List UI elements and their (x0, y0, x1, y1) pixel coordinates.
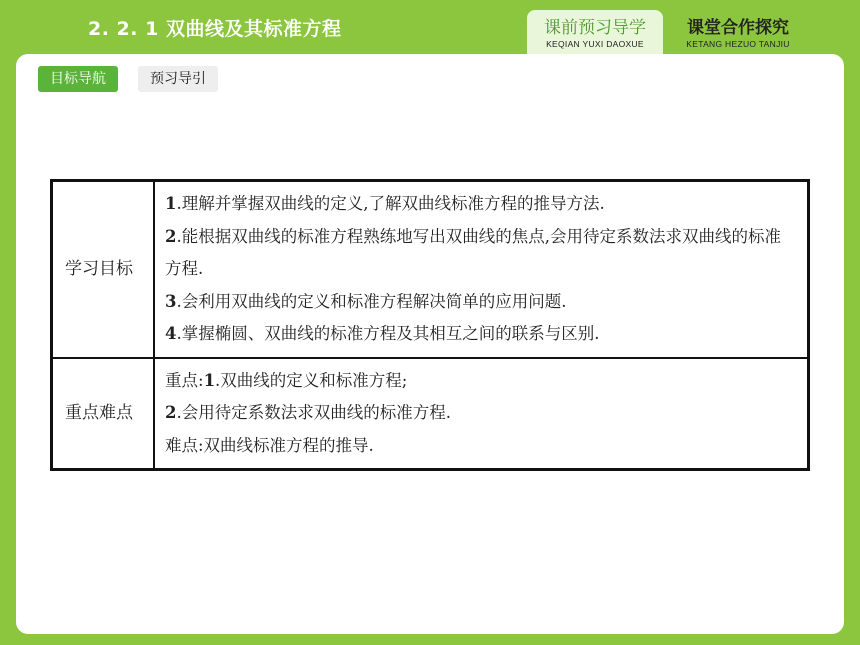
list-item: 3.会利用双曲线的定义和标准方程解决简单的应用问题. (165, 291, 567, 311)
list-item: 4.掌握椭圆、双曲线的标准方程及其相互之间的联系与区别. (165, 324, 600, 343)
subtab-goal-navigation[interactable]: 目标导航 (38, 66, 118, 92)
table-row (52, 181, 809, 358)
list-item: 难点:双曲线标准方程的推导. (165, 435, 374, 455)
list-item: 2.能根据双曲线的标准方程熟练地写出双曲线的焦点,会用待定系数法求双曲线的标准方程. (165, 226, 781, 278)
subtab-preview-guide[interactable]: 预习导引 (138, 66, 218, 92)
tab-sublabel: KETANG HEZUO TANJIU (686, 39, 790, 49)
row-label: 重点难点 (52, 358, 155, 470)
list-item: 2.会用待定系数法求双曲线的标准方程. (165, 403, 451, 422)
tab-label: 课堂合作探究 (687, 18, 789, 38)
table-row (52, 358, 809, 470)
tab-class-explore[interactable] (670, 10, 806, 54)
row-label: 学习目标 (52, 181, 155, 358)
lesson-title: 2. 2. 1 双曲线及其标准方程 (88, 18, 342, 40)
tab-preview-study[interactable] (527, 10, 663, 54)
list-item: 重点:1.双曲线的定义和标准方程; (165, 370, 408, 390)
goals-table (50, 179, 810, 471)
row-content (154, 358, 809, 470)
tab-label: 课前预习导学 (544, 18, 646, 38)
tab-sublabel: KEQIAN YUXI DAOXUE (546, 39, 644, 49)
content-panel (16, 54, 844, 634)
row-content (154, 181, 809, 358)
list-item: 1.理解并掌握双曲线的定义,了解双曲线标准方程的推导方法. (165, 194, 605, 213)
